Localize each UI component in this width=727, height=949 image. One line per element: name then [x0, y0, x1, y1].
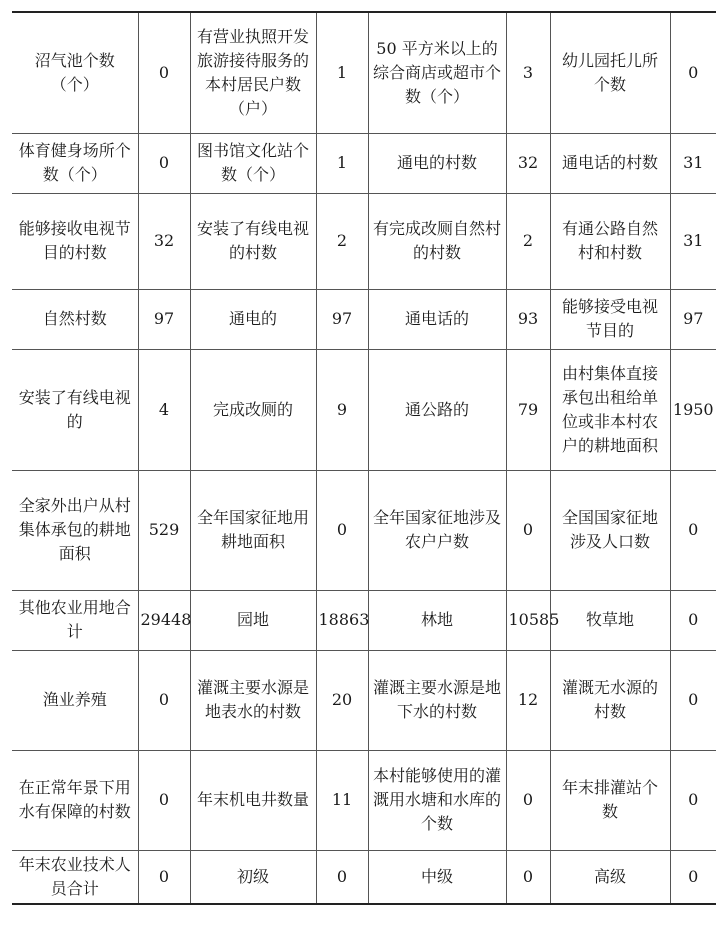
item-value-cell: 529 — [138, 470, 190, 590]
item-value-cell: 1950 — [670, 349, 716, 470]
item-value-cell: 0 — [138, 650, 190, 750]
item-value-cell: 0 — [670, 590, 716, 650]
item-value-cell: 3 — [506, 12, 550, 133]
item-label-cell: 图书馆文化站个数（个） — [190, 133, 316, 193]
item-value-cell: 0 — [506, 850, 550, 904]
item-label-cell: 安装了有线电视的 — [12, 349, 138, 470]
item-value-cell: 10585 — [506, 590, 550, 650]
table-row — [12, 750, 716, 850]
item-value-cell: 4 — [138, 349, 190, 470]
item-label-cell: 通电话的村数 — [550, 133, 670, 193]
item-label-cell: 灌溉无水源的村数 — [550, 650, 670, 750]
item-value-cell: 32 — [138, 193, 190, 289]
item-label-cell: 年末排灌站个数 — [550, 750, 670, 850]
item-value-cell: 97 — [670, 289, 716, 349]
item-label-cell: 能够接收电视节目的村数 — [12, 193, 138, 289]
item-label-cell: 高级 — [550, 850, 670, 904]
item-value-cell: 1 — [316, 12, 368, 133]
item-label-cell: 全家外出户从村集体承包的耕地面积 — [12, 470, 138, 590]
item-value-cell: 97 — [138, 289, 190, 349]
table-row — [12, 349, 716, 470]
item-value-cell: 0 — [506, 750, 550, 850]
item-label-cell: 在正常年景下用水有保障的村数 — [12, 750, 138, 850]
item-label-cell: 安装了有线电视的村数 — [190, 193, 316, 289]
item-label-cell: 年末机电井数量 — [190, 750, 316, 850]
item-label-cell: 灌溉主要水源是地表水的村数 — [190, 650, 316, 750]
item-label-cell: 灌溉主要水源是地下水的村数 — [368, 650, 506, 750]
item-label-cell: 本村能够使用的灌溉用水塘和水库的个数 — [368, 750, 506, 850]
item-value-cell: 11 — [316, 750, 368, 850]
item-value-cell: 97 — [316, 289, 368, 349]
item-value-cell: 1 — [316, 133, 368, 193]
item-value-cell: 31 — [670, 133, 716, 193]
item-label-cell: 完成改厕的 — [190, 349, 316, 470]
item-label-cell: 体育健身场所个数（个） — [12, 133, 138, 193]
item-label-cell: 通电话的 — [368, 289, 506, 349]
item-label-cell: 渔业养殖 — [12, 650, 138, 750]
item-label-cell: 有营业执照开发旅游接待服务的本村居民户数（户） — [190, 12, 316, 133]
item-value-cell: 0 — [670, 650, 716, 750]
item-value-cell: 0 — [316, 850, 368, 904]
table-row — [12, 590, 716, 650]
item-label-cell: 幼儿园托儿所个数 — [550, 12, 670, 133]
item-label-cell: 中级 — [368, 850, 506, 904]
item-label-cell: 年末农业技术人员合计 — [12, 850, 138, 904]
item-label-cell: 有通公路自然村和村数 — [550, 193, 670, 289]
item-value-cell: 0 — [138, 12, 190, 133]
item-label-cell: 能够接受电视节目的 — [550, 289, 670, 349]
item-value-cell: 2 — [506, 193, 550, 289]
item-value-cell: 18863 — [316, 590, 368, 650]
item-label-cell: 通电的 — [190, 289, 316, 349]
item-label-cell: 自然村数 — [12, 289, 138, 349]
item-value-cell: 0 — [506, 470, 550, 590]
item-value-cell: 32 — [506, 133, 550, 193]
item-value-cell: 0 — [138, 850, 190, 904]
item-value-cell: 0 — [138, 750, 190, 850]
item-value-cell: 0 — [138, 133, 190, 193]
item-label-cell: 全年国家征地用耕地面积 — [190, 470, 316, 590]
item-label-cell: 其他农业用地合计 — [12, 590, 138, 650]
item-label-cell: 沼气池个数（个） — [12, 12, 138, 133]
item-value-cell: 0 — [670, 470, 716, 590]
item-label-cell: 全国国家征地涉及人口数 — [550, 470, 670, 590]
item-value-cell: 0 — [670, 850, 716, 904]
item-value-cell: 9 — [316, 349, 368, 470]
table-row — [12, 12, 716, 133]
item-label-cell: 50 平方米以上的综合商店或超市个数（个） — [368, 12, 506, 133]
table-row — [12, 289, 716, 349]
item-label-cell: 园地 — [190, 590, 316, 650]
item-value-cell: 0 — [670, 12, 716, 133]
item-value-cell: 29448 — [138, 590, 190, 650]
table-row — [12, 850, 716, 904]
table-row — [12, 470, 716, 590]
item-label-cell: 全年国家征地涉及农户户数 — [368, 470, 506, 590]
item-label-cell: 由村集体直接承包出租给单位或非本村农户的耕地面积 — [550, 349, 670, 470]
item-label-cell: 初级 — [190, 850, 316, 904]
item-value-cell: 93 — [506, 289, 550, 349]
item-label-cell: 通电的村数 — [368, 133, 506, 193]
item-value-cell: 0 — [316, 470, 368, 590]
item-value-cell: 12 — [506, 650, 550, 750]
item-label-cell: 通公路的 — [368, 349, 506, 470]
statistics-table — [12, 11, 716, 905]
table-row — [12, 193, 716, 289]
item-value-cell: 31 — [670, 193, 716, 289]
item-label-cell: 林地 — [368, 590, 506, 650]
item-label-cell: 有完成改厕自然村的村数 — [368, 193, 506, 289]
table-row — [12, 133, 716, 193]
item-value-cell: 79 — [506, 349, 550, 470]
item-value-cell: 2 — [316, 193, 368, 289]
item-value-cell: 20 — [316, 650, 368, 750]
item-label-cell: 牧草地 — [550, 590, 670, 650]
table-row — [12, 650, 716, 750]
item-value-cell: 0 — [670, 750, 716, 850]
